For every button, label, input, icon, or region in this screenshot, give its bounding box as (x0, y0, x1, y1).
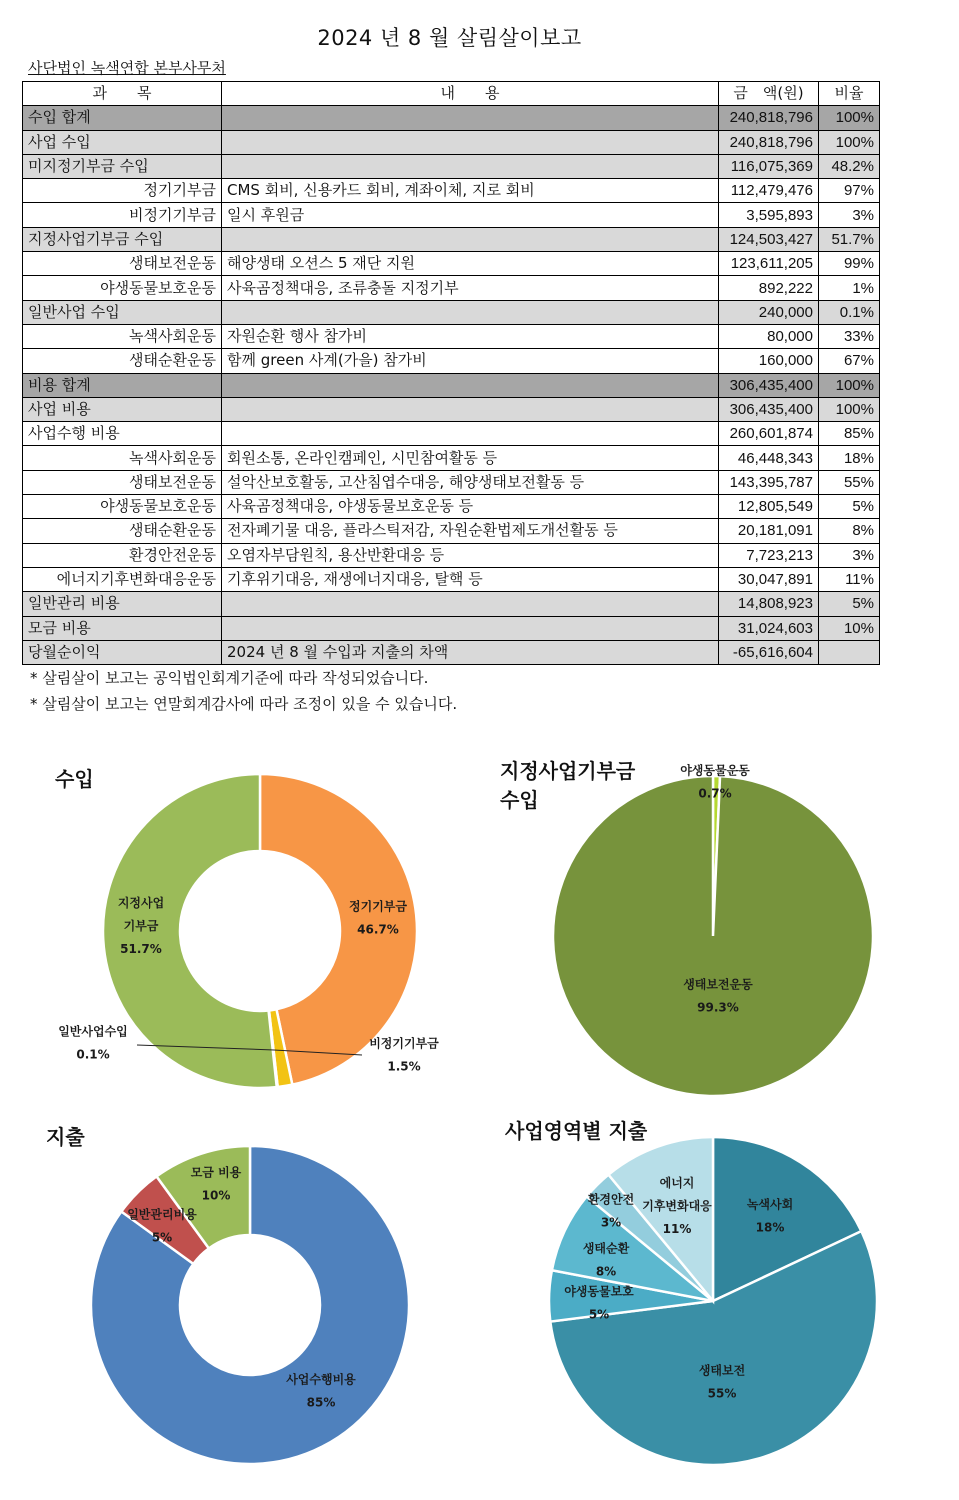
row-description: CMS 회비, 신용카드 회비, 계좌이체, 지로 회비 (222, 179, 719, 203)
row-ratio: 99% (819, 252, 880, 276)
data-label: 99.3% (697, 1000, 739, 1015)
row-amount: -65,616,604 (719, 640, 819, 664)
row-description: 일시 후원금 (222, 203, 719, 227)
row-amount: 7,723,213 (719, 543, 819, 567)
data-label: 모금 비용 (190, 1165, 242, 1180)
chart-1 (553, 763, 873, 1096)
row-description: 사육곰정책대응, 야생동물보호운동 등 (222, 495, 719, 519)
row-ratio: 5% (819, 592, 880, 616)
row-category: 정기기부금 (23, 179, 222, 203)
row-amount: 143,395,787 (719, 470, 819, 494)
row-category: 비정기기부금 (23, 203, 222, 227)
row-amount: 124,503,427 (719, 227, 819, 251)
row-category: 미지정기부금 수입 (23, 154, 222, 178)
data-label: 46.7% (357, 922, 399, 937)
row-amount: 46,448,343 (719, 446, 819, 470)
row-ratio: 33% (819, 324, 880, 348)
row-ratio: 48.2% (819, 154, 880, 178)
row-category: 사업수행 비용 (23, 422, 222, 446)
row-amount: 80,000 (719, 324, 819, 348)
row-category: 생태순환운동 (23, 349, 222, 373)
row-amount: 240,818,796 (719, 106, 819, 130)
row-description: 기후위기대응, 재생에너지대응, 탈핵 등 (222, 567, 719, 591)
data-label: 11% (662, 1222, 692, 1236)
expense-chart-title: 지출 (46, 1125, 85, 1149)
row-amount: 112,479,476 (719, 179, 819, 203)
row-amount: 123,611,205 (719, 252, 819, 276)
row-category: 사업 비용 (23, 397, 222, 421)
row-description: 2024 년 8 월 수입과 지출의 차액 (222, 640, 719, 664)
row-description: 사육곰정책대응, 조류충돌 지정기부 (222, 276, 719, 300)
data-label: 55% (707, 1386, 737, 1401)
row-description: 설악산보호활동, 고산침엽수대응, 해양생태보전활동 등 (222, 470, 719, 494)
data-label: 일반사업수입 (58, 1024, 128, 1039)
row-amount: 306,435,400 (719, 373, 819, 397)
row-amount: 892,222 (719, 276, 819, 300)
header-ratio: 비율 (819, 82, 880, 106)
row-category: 생태순환운동 (23, 519, 222, 543)
row-ratio: 51.7% (819, 227, 880, 251)
row-ratio: 55% (819, 470, 880, 494)
pie-slice (553, 776, 873, 1096)
data-label: 8% (595, 1264, 617, 1279)
row-amount: 240,818,796 (719, 130, 819, 154)
data-label: 야생동물보호 (564, 1284, 634, 1299)
row-ratio: 10% (819, 616, 880, 640)
header-category: 과 목 (23, 82, 222, 106)
row-amount: 260,601,874 (719, 422, 819, 446)
data-label: 5% (151, 1230, 173, 1245)
row-ratio: 5% (819, 495, 880, 519)
report-title: 2024 년 8 월 살림살이보고 (317, 26, 582, 50)
row-category: 당월순이익 (23, 640, 222, 664)
row-category: 생태보전운동 (23, 470, 222, 494)
data-label: 야생동물운동 (680, 763, 750, 778)
row-ratio: 3% (819, 203, 880, 227)
row-ratio: 100% (819, 130, 880, 154)
row-ratio: 100% (819, 106, 880, 130)
row-ratio: 1% (819, 276, 880, 300)
row-category: 수입 합계 (23, 106, 222, 130)
row-amount: 20,181,091 (719, 519, 819, 543)
data-label: 0.7% (698, 786, 732, 801)
row-ratio: 18% (819, 446, 880, 470)
row-amount: 160,000 (719, 349, 819, 373)
data-label: 생태보전운동 (683, 977, 753, 992)
organization-name: 사단법인 녹색연합 본부사무처 (28, 59, 226, 77)
row-description: 오염자부담원칙, 용산반환대응 등 (222, 543, 719, 567)
row-category: 야생동물보호운동 (23, 276, 222, 300)
row-amount: 116,075,369 (719, 154, 819, 178)
row-description: 자원순환 행사 참가비 (222, 324, 719, 348)
row-ratio: 97% (819, 179, 880, 203)
data-label: 3% (600, 1215, 622, 1230)
row-ratio: 3% (819, 543, 880, 567)
row-category: 야생동물보호운동 (23, 495, 222, 519)
program-expense-chart-title: 사업영역별 지출 (505, 1119, 648, 1143)
row-category: 비용 합계 (23, 373, 222, 397)
chart-2 (91, 1146, 409, 1464)
data-label: 85% (306, 1395, 336, 1410)
row-amount: 30,047,891 (719, 567, 819, 591)
row-ratio: 11% (819, 567, 880, 591)
data-label: 지정사업 (117, 896, 165, 910)
row-category: 환경안전운동 (23, 543, 222, 567)
data-label: 환경안전 (587, 1192, 635, 1207)
data-label: 생태순환 (582, 1241, 630, 1256)
row-category: 녹색사회운동 (23, 446, 222, 470)
data-label: 51.7% (120, 942, 162, 956)
row-category: 일반관리 비용 (23, 592, 222, 616)
data-label: 기후변화대응 (642, 1199, 712, 1213)
row-ratio: 85% (819, 422, 880, 446)
row-category: 생태보전운동 (23, 252, 222, 276)
data-label: 정기기부금 (349, 899, 407, 914)
data-label: 기부금 (123, 919, 159, 933)
row-ratio: 100% (819, 397, 880, 421)
data-label: 0.1% (76, 1047, 110, 1062)
row-description: 회원소통, 온라인캠페인, 시민참여활동 등 (222, 446, 719, 470)
note-2: * 살림살이 보고는 연말회계감사에 따라 조정이 있을 수 있습니다. (30, 695, 458, 713)
row-category: 녹색사회운동 (23, 324, 222, 348)
row-description: 전자폐기물 대응, 플라스틱저감, 자원순환법제도개선활동 등 (222, 519, 719, 543)
row-category: 에너지기후변화대응운동 (23, 567, 222, 591)
data-label: 비정기기부금 (369, 1036, 439, 1051)
chart-3 (549, 1137, 877, 1465)
data-label: 1.5% (387, 1059, 421, 1074)
row-category: 모금 비용 (23, 616, 222, 640)
row-amount: 240,000 (719, 300, 819, 324)
data-label: 사업수행비용 (286, 1372, 356, 1387)
header-amount: 금 액(원) (719, 82, 819, 106)
note-1: * 살림살이 보고는 공익법인회계기준에 따라 작성되었습니다. (30, 669, 429, 687)
row-amount: 31,024,603 (719, 616, 819, 640)
row-ratio: 0.1% (819, 300, 880, 324)
row-ratio: 8% (819, 519, 880, 543)
designated-income-chart-title: 지정사업기부금 수입 (500, 759, 636, 812)
data-label: 5% (588, 1307, 610, 1322)
data-label: 생태보전 (698, 1363, 746, 1378)
row-category: 사업 수입 (23, 130, 222, 154)
income-chart-title: 수입 (55, 767, 94, 791)
row-description: 해양생태 오션스 5 재단 지원 (222, 252, 719, 276)
header-description: 내 용 (222, 82, 719, 106)
row-description: 함께 green 사계(가을) 참가비 (222, 349, 719, 373)
row-ratio: 100% (819, 373, 880, 397)
row-category: 일반사업 수입 (23, 300, 222, 324)
row-amount: 3,595,893 (719, 203, 819, 227)
data-label: 18% (755, 1220, 785, 1235)
row-amount: 12,805,549 (719, 495, 819, 519)
row-amount: 306,435,400 (719, 397, 819, 421)
chart-0 (58, 774, 439, 1088)
row-category: 지정사업기부금 수입 (23, 227, 222, 251)
row-amount: 14,808,923 (719, 592, 819, 616)
data-label: 녹색사회 (746, 1197, 794, 1212)
data-label: 에너지 (659, 1176, 695, 1190)
row-ratio: 67% (819, 349, 880, 373)
data-label: 일반관리비용 (127, 1207, 197, 1222)
data-label: 10% (201, 1188, 231, 1203)
